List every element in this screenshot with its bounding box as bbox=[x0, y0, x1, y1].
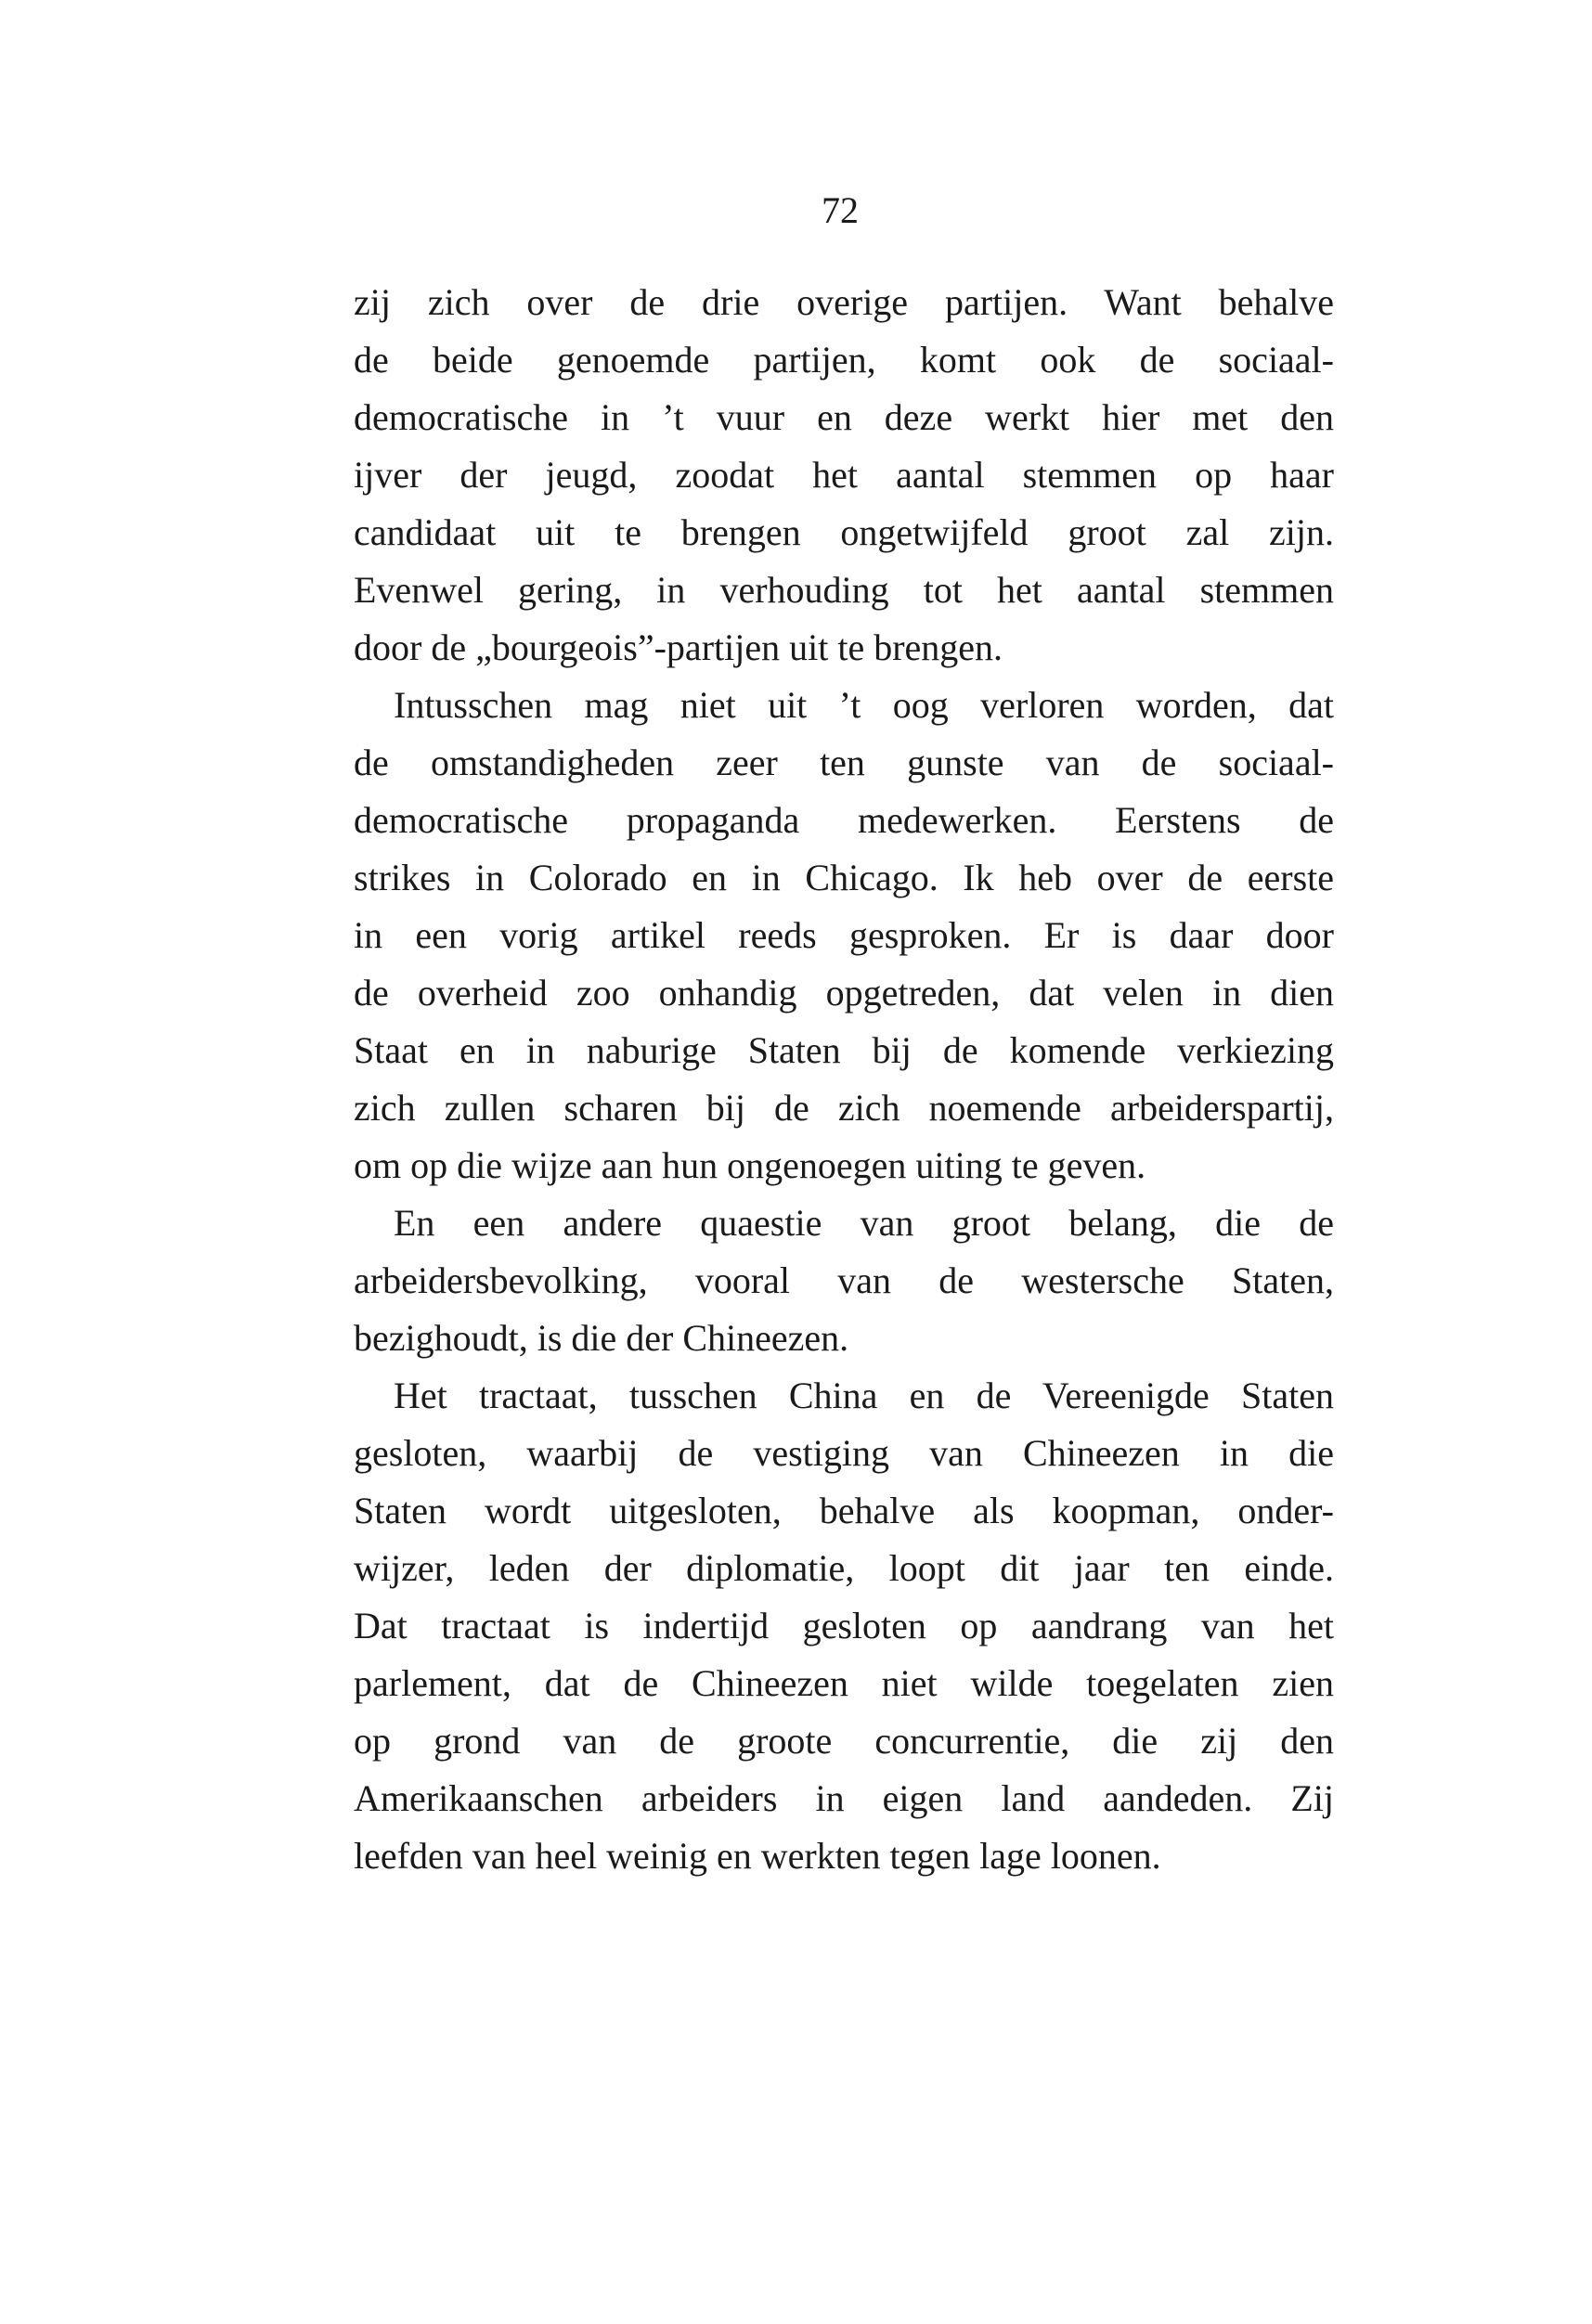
text-line: gesloten, waarbij de vestiging van Chineezen in die bbox=[354, 1432, 1334, 1474]
text-line: in een vorig artikel reeds gesproken. Er is daar door bbox=[354, 914, 1334, 956]
text-line: de omstandigheden zeer ten gunste van de sociaal- bbox=[354, 742, 1334, 783]
text-line: bezighoudt, is die der Chineezen. bbox=[354, 1317, 849, 1359]
text-line: ijver der jeugd, zoodat het aantal stemmen op haar bbox=[354, 454, 1334, 496]
text-line: op grond van de groote concurrentie, die zij den bbox=[354, 1720, 1334, 1762]
text-line: Dat tractaat is indertijd gesloten op aandrang van het bbox=[354, 1605, 1334, 1646]
text-line: zij zich over de drie overige partijen. Want behalve bbox=[354, 281, 1334, 323]
text-line: Staten wordt uitgesloten, behalve als koopman, onder- bbox=[354, 1490, 1334, 1531]
text-line: leefden van heel weinig en werkten tegen lage loonen. bbox=[354, 1835, 1161, 1877]
page-number: 72 bbox=[822, 189, 859, 231]
text-line: Het tractaat, tusschen China en de Vereenigde Staten bbox=[394, 1375, 1334, 1416]
text-line: door de „bourgeois”-partijen uit te brengen. bbox=[354, 626, 1003, 668]
body-text bbox=[354, 274, 1334, 1885]
text-line: strikes in Colorado en in Chicago. Ik heb over de eerste bbox=[354, 857, 1334, 898]
paragraph bbox=[354, 1367, 1334, 1885]
text-line: zich zullen scharen bij de zich noemende arbeiderspartij, bbox=[354, 1087, 1334, 1129]
paragraph bbox=[354, 1194, 1334, 1367]
text-line: democratische in ’t vuur en deze werkt hier met den bbox=[354, 396, 1334, 438]
paragraph bbox=[354, 274, 1334, 677]
text-line: Staat en in naburige Staten bij de komende verkiezing bbox=[354, 1029, 1334, 1071]
text-line: de beide genoemde partijen, komt ook de sociaal- bbox=[354, 339, 1334, 381]
text-line: parlement, dat de Chineezen niet wilde toegelaten zien bbox=[354, 1662, 1334, 1704]
text-line: Intusschen mag niet uit ’t oog verloren worden, dat bbox=[394, 684, 1334, 726]
paragraph bbox=[354, 677, 1334, 1194]
text-line: democratische propaganda medewerken. Eerstens de bbox=[354, 799, 1334, 841]
text-line: candidaat uit te brengen ongetwijfeld groot zal zijn. bbox=[354, 511, 1334, 553]
text-line: de overheid zoo onhandig opgetreden, dat velen in dien bbox=[354, 972, 1334, 1014]
text-line: wijzer, leden der diplomatie, loopt dit jaar ten einde. bbox=[354, 1547, 1334, 1589]
text-line: arbeidersbevolking, vooral van de westersche Staten, bbox=[354, 1259, 1334, 1301]
text-line: Amerikaanschen arbeiders in eigen land aandeden. Zij bbox=[354, 1777, 1334, 1819]
text-line: En een andere quaestie van groot belang, die de bbox=[394, 1202, 1334, 1244]
text-line: Evenwel gering, in verhouding tot het aantal stemmen bbox=[354, 569, 1334, 611]
text-line: om op die wijze aan hun ongenoegen uiting te geven. bbox=[354, 1144, 1146, 1186]
